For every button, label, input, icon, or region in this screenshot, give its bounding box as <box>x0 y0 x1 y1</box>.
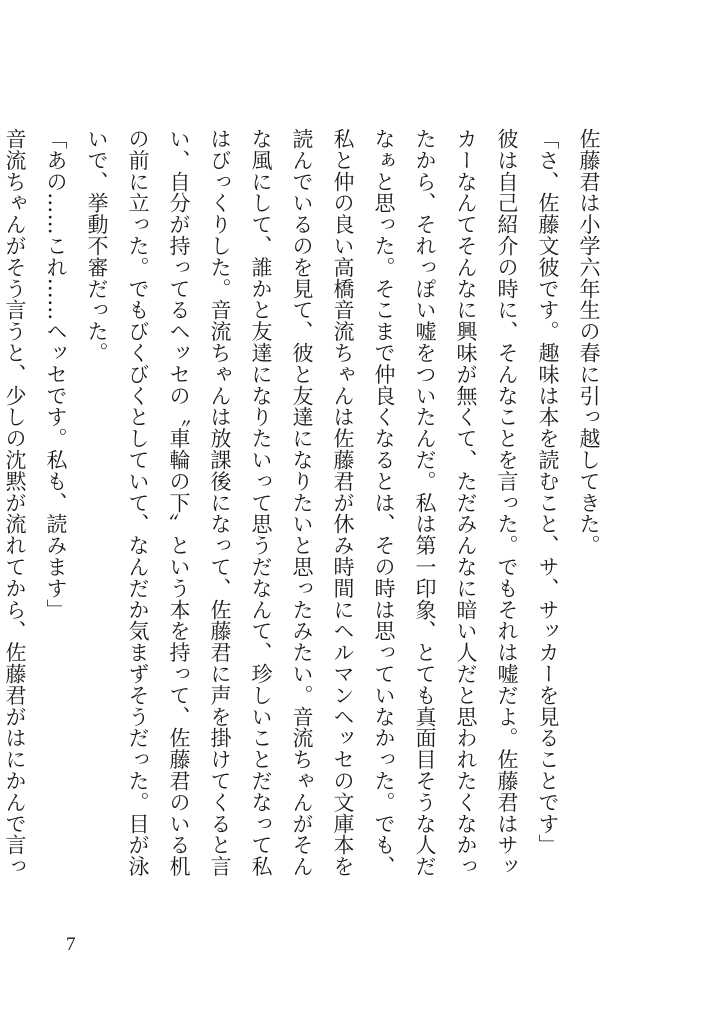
text-line: の前に立った。でもびくびくとしていて、なんだか気まずそうだった。目が泳 <box>126 128 150 877</box>
text-line: カーなんてそんなに興味が無くて、ただみんなに暗い人だと思われたくなかっ <box>454 128 478 877</box>
text-line: 読んでいるのを見て、彼と友達になりたいと思ったみたい。音流ちゃんがそん <box>290 128 314 877</box>
text-line: はびっくりした。音流ちゃんは放課後になって、佐藤君に声を掛けてくると言 <box>208 128 232 877</box>
text-line: 佐藤君は小学六年生の春に引っ越してきた。 <box>577 128 601 556</box>
text-line: 私と仲の良い高橋音流ちゃんは佐藤君が休み時間にヘルマンヘッセの文庫本を <box>331 128 355 877</box>
text-line: 彼は自己紹介の時に、そんなことを言った。でもそれは嘘だよ。佐藤君はサッ <box>495 128 519 877</box>
text-line: たから、それっぽい嘘をついたんだ。私は第一印象、とても真面目そうな人だ <box>413 128 437 877</box>
body-text <box>0 128 609 888</box>
page-number: 7 <box>66 934 76 955</box>
text-line: 音流ちゃんがそう言うと、少しの沈黙が流れてから、佐藤君がはにかんで言っ <box>3 128 27 877</box>
text-line: な風にして、誰かと友達になりたいって思うだなんて、珍しいことだなって私 <box>249 128 273 877</box>
text-line: なぁと思った。そこまで仲良くなるとは、その時は思っていなかった。でも、 <box>372 128 396 877</box>
text-line: い、自分が持ってるヘッセの〝車輪の下〟という本を持って、佐藤君のいる机 <box>167 128 191 877</box>
text-line: 「さ、佐藤文彼です。趣味は本を読むこと、サ、サッカーを見ることです」 <box>536 128 560 856</box>
text-line: いで、挙動不審だった。 <box>85 128 109 364</box>
text-line: 「あの……これ……ヘッセです。私も、読みます」 <box>44 128 68 621</box>
